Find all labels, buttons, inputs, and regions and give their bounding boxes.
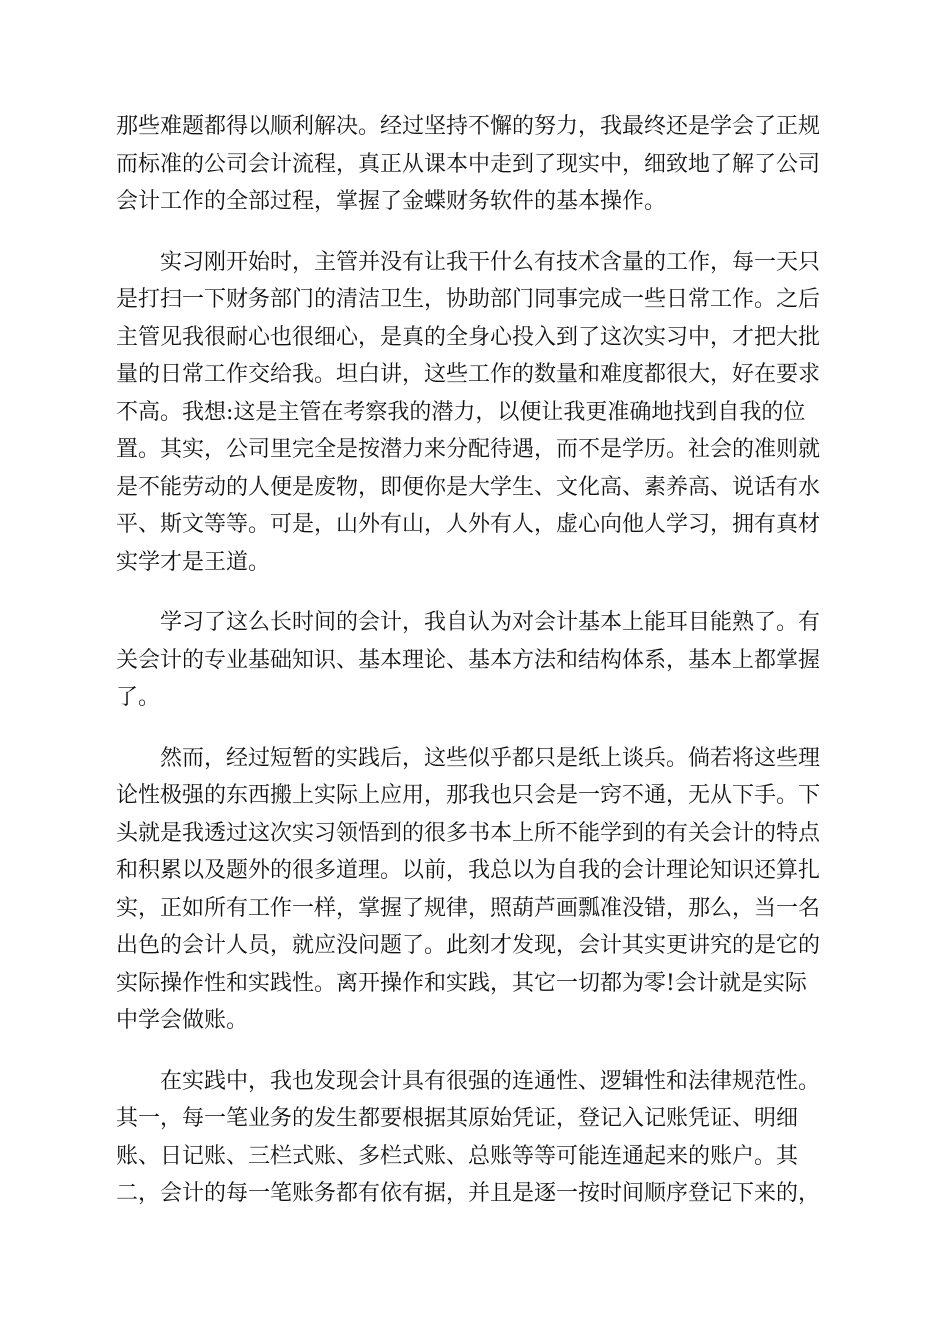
text-line: 不高。我想:这是主管在考察我的潜力，以便让我更准确地找到自我的位: [116, 399, 806, 425]
text-line: 实，正如所有工作一样，掌握了规律，照葫芦画瓢准没错，那么，当一名: [116, 895, 821, 921]
text-line: 实际操作性和实践性。离开操作和实践，其它一切都为零!会计就是实际: [116, 970, 807, 996]
text-line: 平、斯文等等。可是，山外有山，人外有人，虚心向他人学习，拥有真材: [116, 512, 821, 537]
text-line: 那些难题都得以顺利解决。经过坚持不懈的努力，我最终还是学会了正规: [116, 114, 821, 139]
text-line: 然而，经过短暂的实践后，这些似乎都只是纸上谈兵。倘若将这些理: [160, 745, 821, 771]
paragraph-5: [116, 1063, 836, 1213]
text-line: 头就是我透过这次实习领悟到的很多书本上所不能学到的有关会计的特点: [116, 820, 821, 846]
text-line: 出色的会计人员，就应没问题了。此刻才发现，会计其实更讲究的是它的: [116, 933, 821, 958]
document-body: [116, 108, 836, 1236]
text-line: 量的日常工作交给我。坦白讲，这些工作的数量和难度都很大，好在要求: [116, 362, 821, 387]
text-line: 和积累以及题外的很多道理。以前，我总以为自我的会计理论知识还算扎: [116, 858, 821, 883]
text-line: 了。: [116, 685, 161, 710]
text-line: 二，会计的每一笔账务都有依有据，并且是逐一按时间顺序登记下来的，: [116, 1181, 821, 1206]
paragraph-4: [116, 740, 836, 1040]
text-line: 是打扫一下财务部门的清洁卫生，协助部门同事完成一些日常工作。之后: [116, 287, 821, 312]
text-line: 关会计的专业基础知识、基本理论、基本方法和结构体系，基本上都掌握: [116, 647, 821, 673]
paragraph-2: [116, 244, 836, 582]
text-line: 实学才是王道。: [116, 549, 271, 575]
text-line: 实习刚开始时，主管并没有让我干什么有技术含量的工作，每一天只: [160, 249, 821, 275]
text-line: 中学会做账。: [116, 1008, 249, 1033]
paragraph-3: [116, 604, 836, 717]
text-line: 其一，每一笔业务的发生都要根据其原始凭证，登记入记账凭证、明细: [116, 1106, 799, 1131]
text-line: 是不能劳动的人便是废物，即便你是大学生、文化高、素养高、说话有水: [116, 474, 821, 500]
paragraph-1: [116, 108, 836, 221]
text-line: 会计工作的全部过程，掌握了金蝶财务软件的基本操作。: [116, 189, 667, 214]
text-line: 账、日记账、三栏式账、多栏式账、总账等等可能连通起来的账户。其: [116, 1143, 799, 1169]
text-line: 学习了这么长时间的会计，我自认为对会计基本上能耳目能熟了。有: [160, 610, 821, 635]
text-line: 在实践中，我也发现会计具有很强的连通性、逻辑性和法律规范性。: [160, 1068, 821, 1094]
text-line: 而标准的公司会计流程，真正从课本中走到了现实中，细致地了解了公司: [116, 151, 821, 177]
text-line: 主管见我很耐心也很细心，是真的全身心投入到了这次实习中，才把大批: [116, 324, 821, 350]
text-line: 置。其实，公司里完全是按潜力来分配待遇，而不是学历。社会的准则就: [116, 437, 821, 462]
text-line: 论性极强的东西搬上实际上应用，那我也只会是一窍不通，无从下手。下: [116, 783, 821, 808]
